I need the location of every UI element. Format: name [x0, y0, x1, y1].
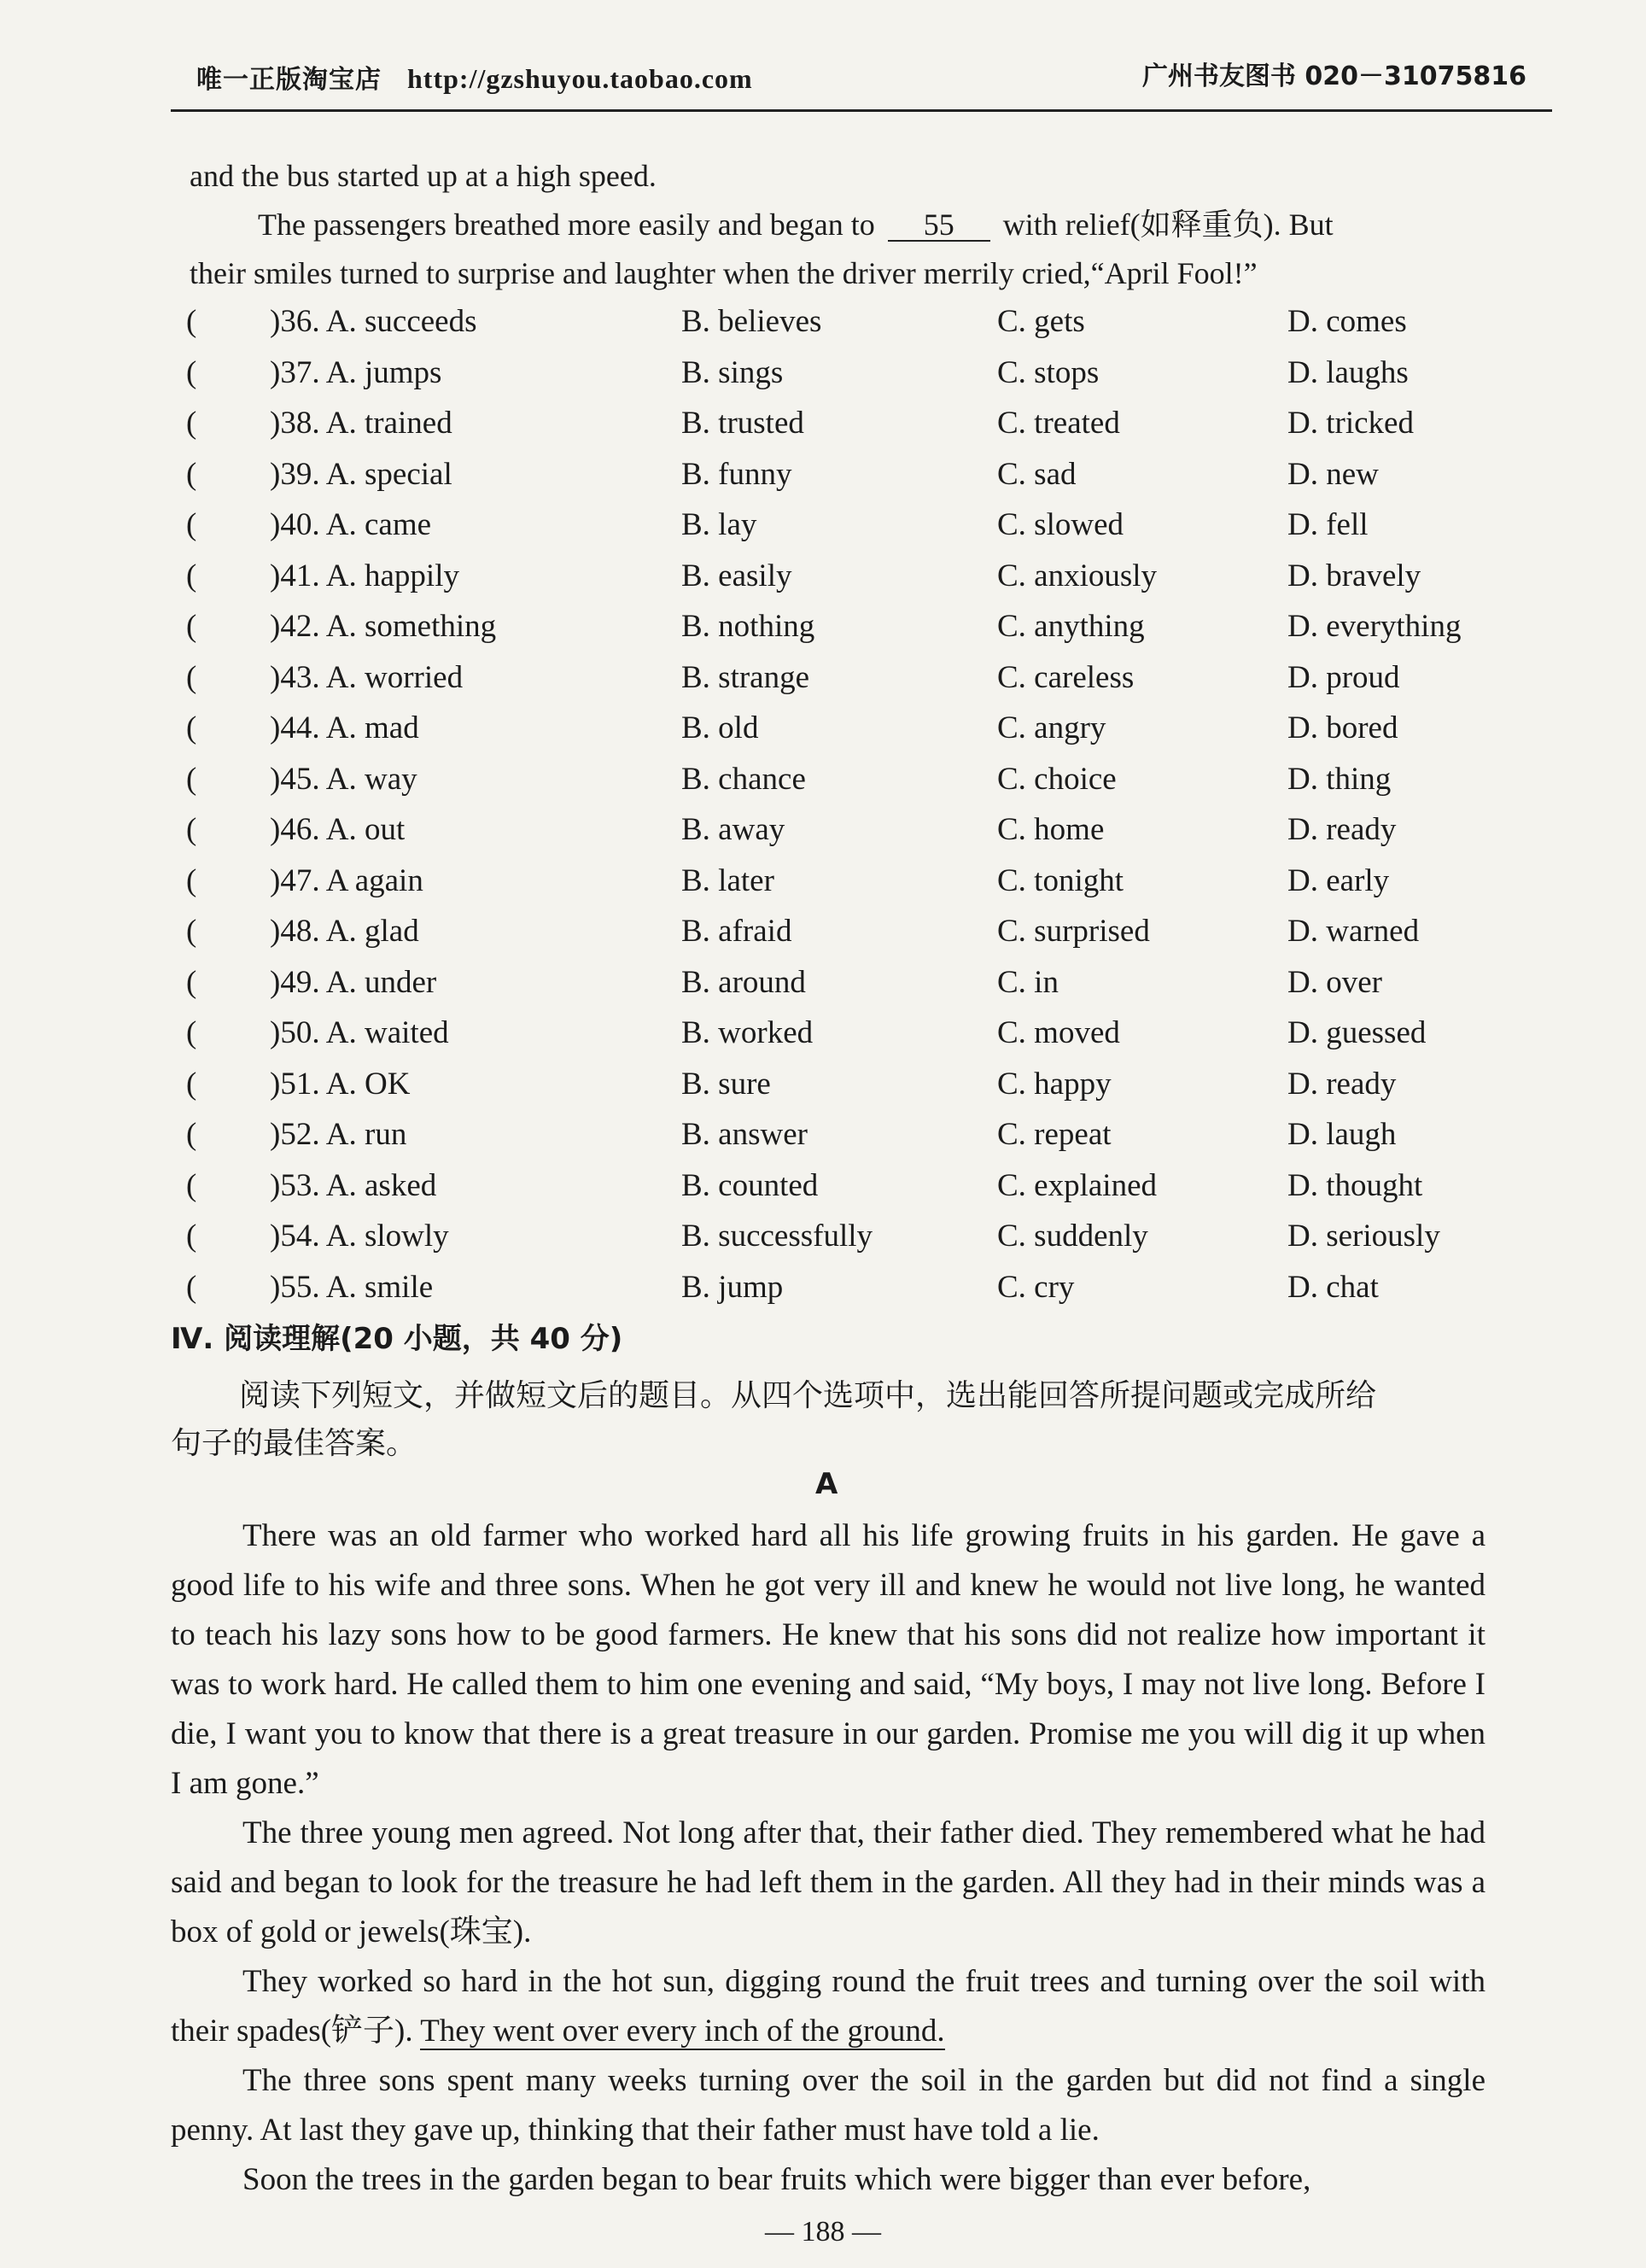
option-d: D. ready: [1287, 812, 1397, 847]
option-paren: (: [186, 354, 197, 390]
option-c: C. treated: [997, 406, 1120, 441]
option-paren: (: [186, 406, 197, 441]
underlined-sentence: They went over every inch of the ground.: [420, 2014, 945, 2049]
option-row: [186, 1066, 1501, 1117]
option-c: C. suddenly: [997, 1219, 1148, 1254]
option-paren: (: [186, 1117, 197, 1152]
option-c: C. explained: [997, 1167, 1158, 1203]
option-c: C. cry: [997, 1269, 1075, 1305]
option-b: B. believes: [681, 304, 822, 339]
option-d: D. seriously: [1287, 1219, 1440, 1254]
option-paren: (: [186, 1219, 197, 1254]
option-a: )40. A. came: [270, 507, 432, 542]
publisher-info: 广州书友图书 020－31075816: [1141, 61, 1526, 91]
option-a: )45. A. way: [270, 761, 417, 797]
option-b: B. sure: [681, 1066, 771, 1102]
option-c: C. home: [997, 812, 1105, 847]
page-header: [171, 51, 1544, 102]
option-d: D. comes: [1287, 304, 1407, 339]
option-b: B. answer: [681, 1117, 808, 1152]
option-c: C. careless: [997, 659, 1135, 695]
option-a: )54. A. slowly: [270, 1219, 449, 1254]
passage-line: and the bus started up at a high speed.: [190, 159, 657, 193]
option-c: C. sad: [997, 456, 1077, 492]
passage-a: [171, 1511, 1485, 2205]
option-d: D. bravely: [1287, 558, 1421, 593]
option-a: )39. A. special: [270, 456, 452, 492]
header-left: [196, 58, 753, 96]
option-d: D. thought: [1287, 1167, 1423, 1203]
option-c: C. choice: [997, 761, 1117, 797]
option-b: B. easily: [681, 558, 792, 593]
option-d: D. ready: [1287, 1066, 1397, 1102]
option-c: C. surprised: [997, 914, 1150, 949]
option-paren: (: [186, 659, 197, 695]
option-row: [186, 964, 1501, 1015]
option-d: D. laugh: [1287, 1117, 1397, 1152]
option-paren: (: [186, 1269, 197, 1305]
option-b: B. successfully: [681, 1219, 873, 1254]
option-paren: (: [186, 1015, 197, 1050]
option-row: [186, 761, 1501, 812]
passage-text: The passengers breathed more easily and began to: [258, 208, 875, 242]
option-a: )50. A. waited: [270, 1015, 449, 1050]
section-title: Ⅳ. 阅读理解(20 小题，共 40 分): [171, 1322, 623, 1356]
paragraph: The three young men agreed. Not long after that, their father died. They remembered what he had said and began to look for the treasure he had left them in the garden. All they had in their minds was a box of gold or jewels(珠宝).: [171, 1815, 1485, 1949]
option-row: [186, 608, 1501, 659]
option-b: B. sings: [681, 354, 784, 390]
option-a: )42. A. something: [270, 609, 497, 644]
options-list: [186, 303, 1501, 1319]
option-b: B. afraid: [681, 914, 792, 949]
passage-label: A: [815, 1467, 838, 1501]
option-b: B. lay: [681, 507, 757, 542]
option-d: D. fell: [1287, 507, 1369, 542]
paragraph: There was an old farmer who worked hard all his life growing fruits in his garden. He gave a good life to his wife and three sons. When he got very ill and knew he would not live long, he wanted to teach his lazy sons how to be good farmers. He knew that his sons did not realize how important it was to work hard. He called them to him one evening and said, “My boys, I may not live long. Before I die, I want you to know that there is a great treasure in our garden. Promise me you will dig it up when I am gone.”: [171, 1518, 1485, 1801]
option-paren: (: [186, 964, 197, 1000]
option-a: )55. A. smile: [270, 1269, 434, 1305]
option-row: [186, 303, 1501, 354]
option-b: B. later: [681, 862, 774, 898]
option-a: )37. A. jumps: [270, 354, 442, 390]
option-c: C. gets: [997, 304, 1085, 339]
passage-line: [258, 209, 1521, 242]
option-b: B. trusted: [681, 406, 804, 441]
option-b: B. around: [681, 964, 806, 1000]
option-a: )46. A. out: [270, 812, 406, 847]
passage-line: their smiles turned to surprise and laughter when the driver merrily cried,“April Fool!”: [190, 256, 1258, 290]
option-d: D. early: [1287, 862, 1390, 898]
option-c: C. anxiously: [997, 558, 1158, 593]
answer-blank: 55: [888, 209, 990, 242]
option-row: [186, 1014, 1501, 1066]
option-c: C. slowed: [997, 507, 1124, 542]
option-row: [186, 659, 1501, 710]
option-row: [186, 354, 1501, 406]
option-row: [186, 913, 1501, 964]
option-row: [186, 1116, 1501, 1167]
option-c: C. angry: [997, 710, 1106, 745]
option-a: )38. A. trained: [270, 406, 452, 441]
paragraph-text: They worked so hard in the hot sun, digging round the fruit trees and turning over the soil with their spades(铲子).: [171, 1964, 1485, 2049]
option-a: )53. A. asked: [270, 1167, 437, 1203]
option-a: )41. A. happily: [270, 558, 459, 593]
shop-url: http://gzshuyou.taobao.com: [407, 63, 753, 94]
option-row: [186, 506, 1501, 558]
option-c: C. tonight: [997, 862, 1124, 898]
option-b: B. strange: [681, 659, 810, 695]
option-b: B. funny: [681, 456, 792, 492]
option-b: B. nothing: [681, 609, 815, 644]
option-d: D. proud: [1287, 659, 1400, 695]
option-row: [186, 405, 1501, 456]
option-d: D. guessed: [1287, 1015, 1427, 1050]
option-c: C. happy: [997, 1066, 1112, 1102]
option-paren: (: [186, 1167, 197, 1203]
option-a: )44. A. mad: [270, 710, 419, 745]
option-c: C. stops: [997, 354, 1100, 390]
option-d: D. chat: [1287, 1269, 1379, 1305]
option-row: [186, 710, 1501, 761]
option-paren: (: [186, 1066, 197, 1102]
option-row: [186, 1269, 1501, 1320]
option-d: D. over: [1287, 964, 1382, 1000]
option-paren: (: [186, 812, 197, 847]
option-b: B. counted: [681, 1167, 819, 1203]
option-d: D. everything: [1287, 609, 1462, 644]
option-b: B. away: [681, 812, 785, 847]
instruction-line: 句子的最佳答案。: [171, 1426, 417, 1461]
option-a: )49. A. under: [270, 964, 437, 1000]
page-number: — 188 —: [765, 2216, 881, 2248]
option-a: )48. A. glad: [270, 914, 419, 949]
option-c: C. moved: [997, 1015, 1120, 1050]
option-row: [186, 862, 1501, 914]
option-d: D. warned: [1287, 914, 1420, 949]
option-b: B. old: [681, 710, 759, 745]
option-a: )43. A. worried: [270, 659, 464, 695]
option-row: [186, 811, 1501, 862]
instruction-line: 阅读下列短文，并做短文后的题目。从四个选项中，选出能回答所提问题或完成所给: [239, 1378, 1377, 1413]
option-a: )52. A. run: [270, 1117, 407, 1152]
option-d: D. thing: [1287, 761, 1392, 797]
option-paren: (: [186, 710, 197, 745]
paragraph: The three sons spent many weeks turning over the soil in the garden but did not find a single penny. At last they gave up, thinking that their father must have told a lie.: [171, 2063, 1485, 2148]
option-d: D. tricked: [1287, 406, 1414, 441]
option-paren: (: [186, 609, 197, 644]
paragraph: [171, 1957, 1485, 2056]
shop-name: 唯一正版淘宝店: [196, 65, 382, 95]
option-row: [186, 558, 1501, 609]
option-c: C. anything: [997, 609, 1145, 644]
option-paren: (: [186, 914, 197, 949]
option-a: )51. A. OK: [270, 1066, 411, 1102]
option-row: [186, 1167, 1501, 1219]
option-d: D. bored: [1287, 710, 1398, 745]
option-d: D. laughs: [1287, 354, 1409, 390]
option-b: B. worked: [681, 1015, 814, 1050]
option-d: D. new: [1287, 456, 1379, 492]
option-c: C. in: [997, 964, 1059, 1000]
option-paren: (: [186, 761, 197, 797]
option-paren: (: [186, 456, 197, 492]
paragraph: Soon the trees in the garden began to bear fruits which were bigger than ever before,: [242, 2162, 1311, 2197]
option-a: )47. A again: [270, 862, 423, 898]
option-paren: (: [186, 558, 197, 593]
option-paren: (: [186, 507, 197, 542]
option-b: B. jump: [681, 1269, 784, 1305]
option-paren: (: [186, 862, 197, 898]
header-divider: [171, 109, 1552, 112]
option-b: B. chance: [681, 761, 806, 797]
option-row: [186, 456, 1501, 507]
option-c: C. repeat: [997, 1117, 1112, 1152]
option-row: [186, 1218, 1501, 1269]
passage-text: with relief(如释重负). But: [1002, 208, 1334, 242]
option-paren: (: [186, 304, 197, 339]
option-a: )36. A. succeeds: [270, 304, 477, 339]
